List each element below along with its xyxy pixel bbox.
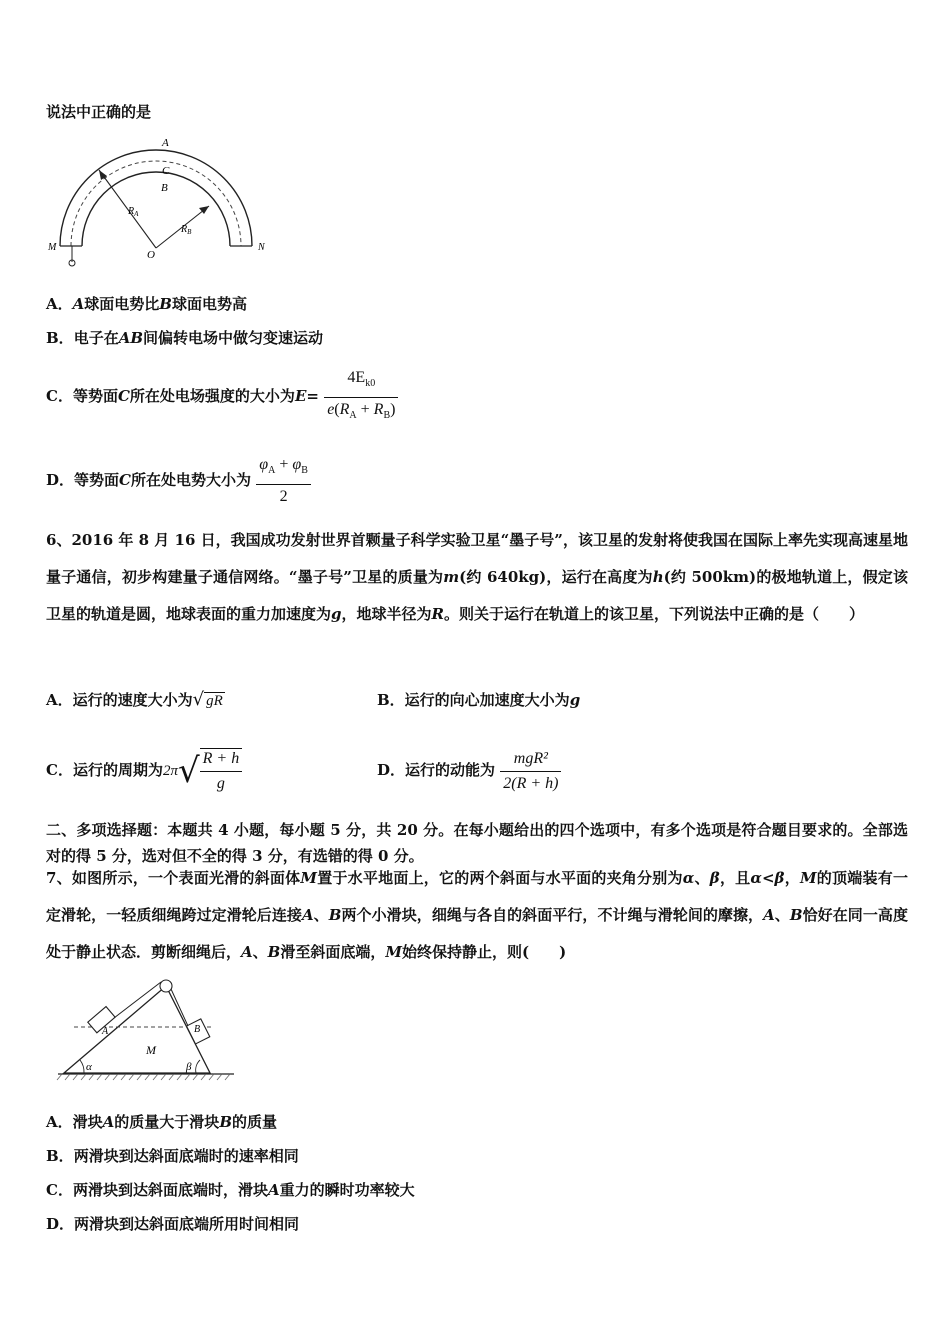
- period-formula: $\frac{R + h}{g}$: [200, 748, 243, 794]
- q5-option-d: D．等势面C所在处电势大小为 $\frac{\varphi_A + \varphi_B}{2}$: [46, 446, 311, 514]
- potential-formula: $\frac{\varphi_A + \varphi_B}{2}$: [256, 455, 311, 506]
- label-alpha: α: [86, 1061, 92, 1073]
- q5-option-a: A．A球面电势比B球面电势高: [46, 295, 247, 313]
- wedge-figure: [54, 976, 238, 1084]
- hemisphere-figure: [44, 134, 280, 272]
- q7-option-a: A．滑块A的质量大于滑块B的质量: [46, 1113, 278, 1131]
- q5-option-c: C．等势面C所在处电场强度的大小为E= $\frac{4E_{k0}}{e(R_A + R_B)}$: [46, 360, 398, 432]
- q7-option-c: C．两滑块到达斜面底端时，滑块A重力的瞬时功率较大: [46, 1181, 415, 1199]
- q7-option-b: B．两滑块到达斜面底端时的速率相同: [46, 1147, 299, 1165]
- label-O: O: [147, 249, 155, 261]
- q6-option-d: D．运行的动能为 $\frac{\text{mgR²}}{2(R + h)}$: [377, 736, 561, 804]
- q5-option-b: B．电子在AB间偏转电场中做匀变速运动: [46, 329, 324, 347]
- label-M: M: [48, 242, 57, 253]
- q6-stem: 6、2016 年 8 月 16 日，我国成功发射世界首颗量子科学实验卫星“墨子号”，该卫星的发射将使我国在国际上率先实现高速星地量子通信，初步构建量子通信网络。“墨子号”卫星的质量为m(约 640kg)，运行在高度为h(约 500km)的极地轨道上，假定该卫星的轨道是圆，地球表面的重力加速度为g，地球半径为R。则关于运行在轨道上的该卫星，下列说法中正确的是（ ）: [46, 531, 908, 623]
- svg-text:RA: $R_A$: [128, 206, 139, 218]
- label-beta: β: [186, 1061, 192, 1073]
- label-C: C: [162, 165, 170, 177]
- label-RB: R: [181, 224, 188, 235]
- kinetic-energy-formula: $\frac{\text{mgR²}}{2(R + h)}$: [500, 749, 561, 794]
- q7-stem: 7、如图所示，一个表面光滑的斜面体M置于水平地面上，它的两个斜面与水平面的夹角分别为α、β，且α<β，M的顶端装有一定滑轮，一轻质细绳跨过定滑轮后连接A、B两个小滑块，细绳与各自的斜面平行，不计绳与滑轮间的摩擦，A、B恰好在同一高度处于静止状态．剪断细绳后，A、B滑至斜面底端，M始终保持静止，则( ): [46, 869, 908, 961]
- label-wedge-M: M: [146, 1043, 156, 1057]
- label-N: N: [258, 242, 265, 253]
- question-intro: 说法中正确的是: [46, 103, 152, 121]
- q6-option-c: C．运行的周期为2π√ $\frac{R + h}{g}$: [46, 736, 242, 805]
- label-slider-B: B: [194, 1024, 201, 1035]
- svg-text:RB: $R_B$: [181, 224, 192, 236]
- label-RA: R: [128, 206, 135, 217]
- q6-option-a: A．运行的速度大小为√ gR: [46, 689, 223, 710]
- label-slider-A: A: [102, 1026, 109, 1037]
- field-strength-formula: $\frac{4E_{k0}}{e(R_A + R_B)}$: [324, 368, 398, 425]
- section-header: 二、多项选择题：本题共 4 小题，每小题 5 分，共 20 分。在每小题给出的四个选项中，有多个选项是符合题目要求的。全部选对的得 5 分，选对但不全的得 3 分，有选错的得 0 分。: [46, 821, 908, 865]
- label-B: B: [161, 182, 168, 194]
- q7-option-d: D．两滑块到达斜面底端所用时间相同: [46, 1215, 300, 1233]
- q6-option-b: B．运行的向心加速度大小为g: [377, 691, 581, 709]
- label-A: A: [162, 137, 169, 149]
